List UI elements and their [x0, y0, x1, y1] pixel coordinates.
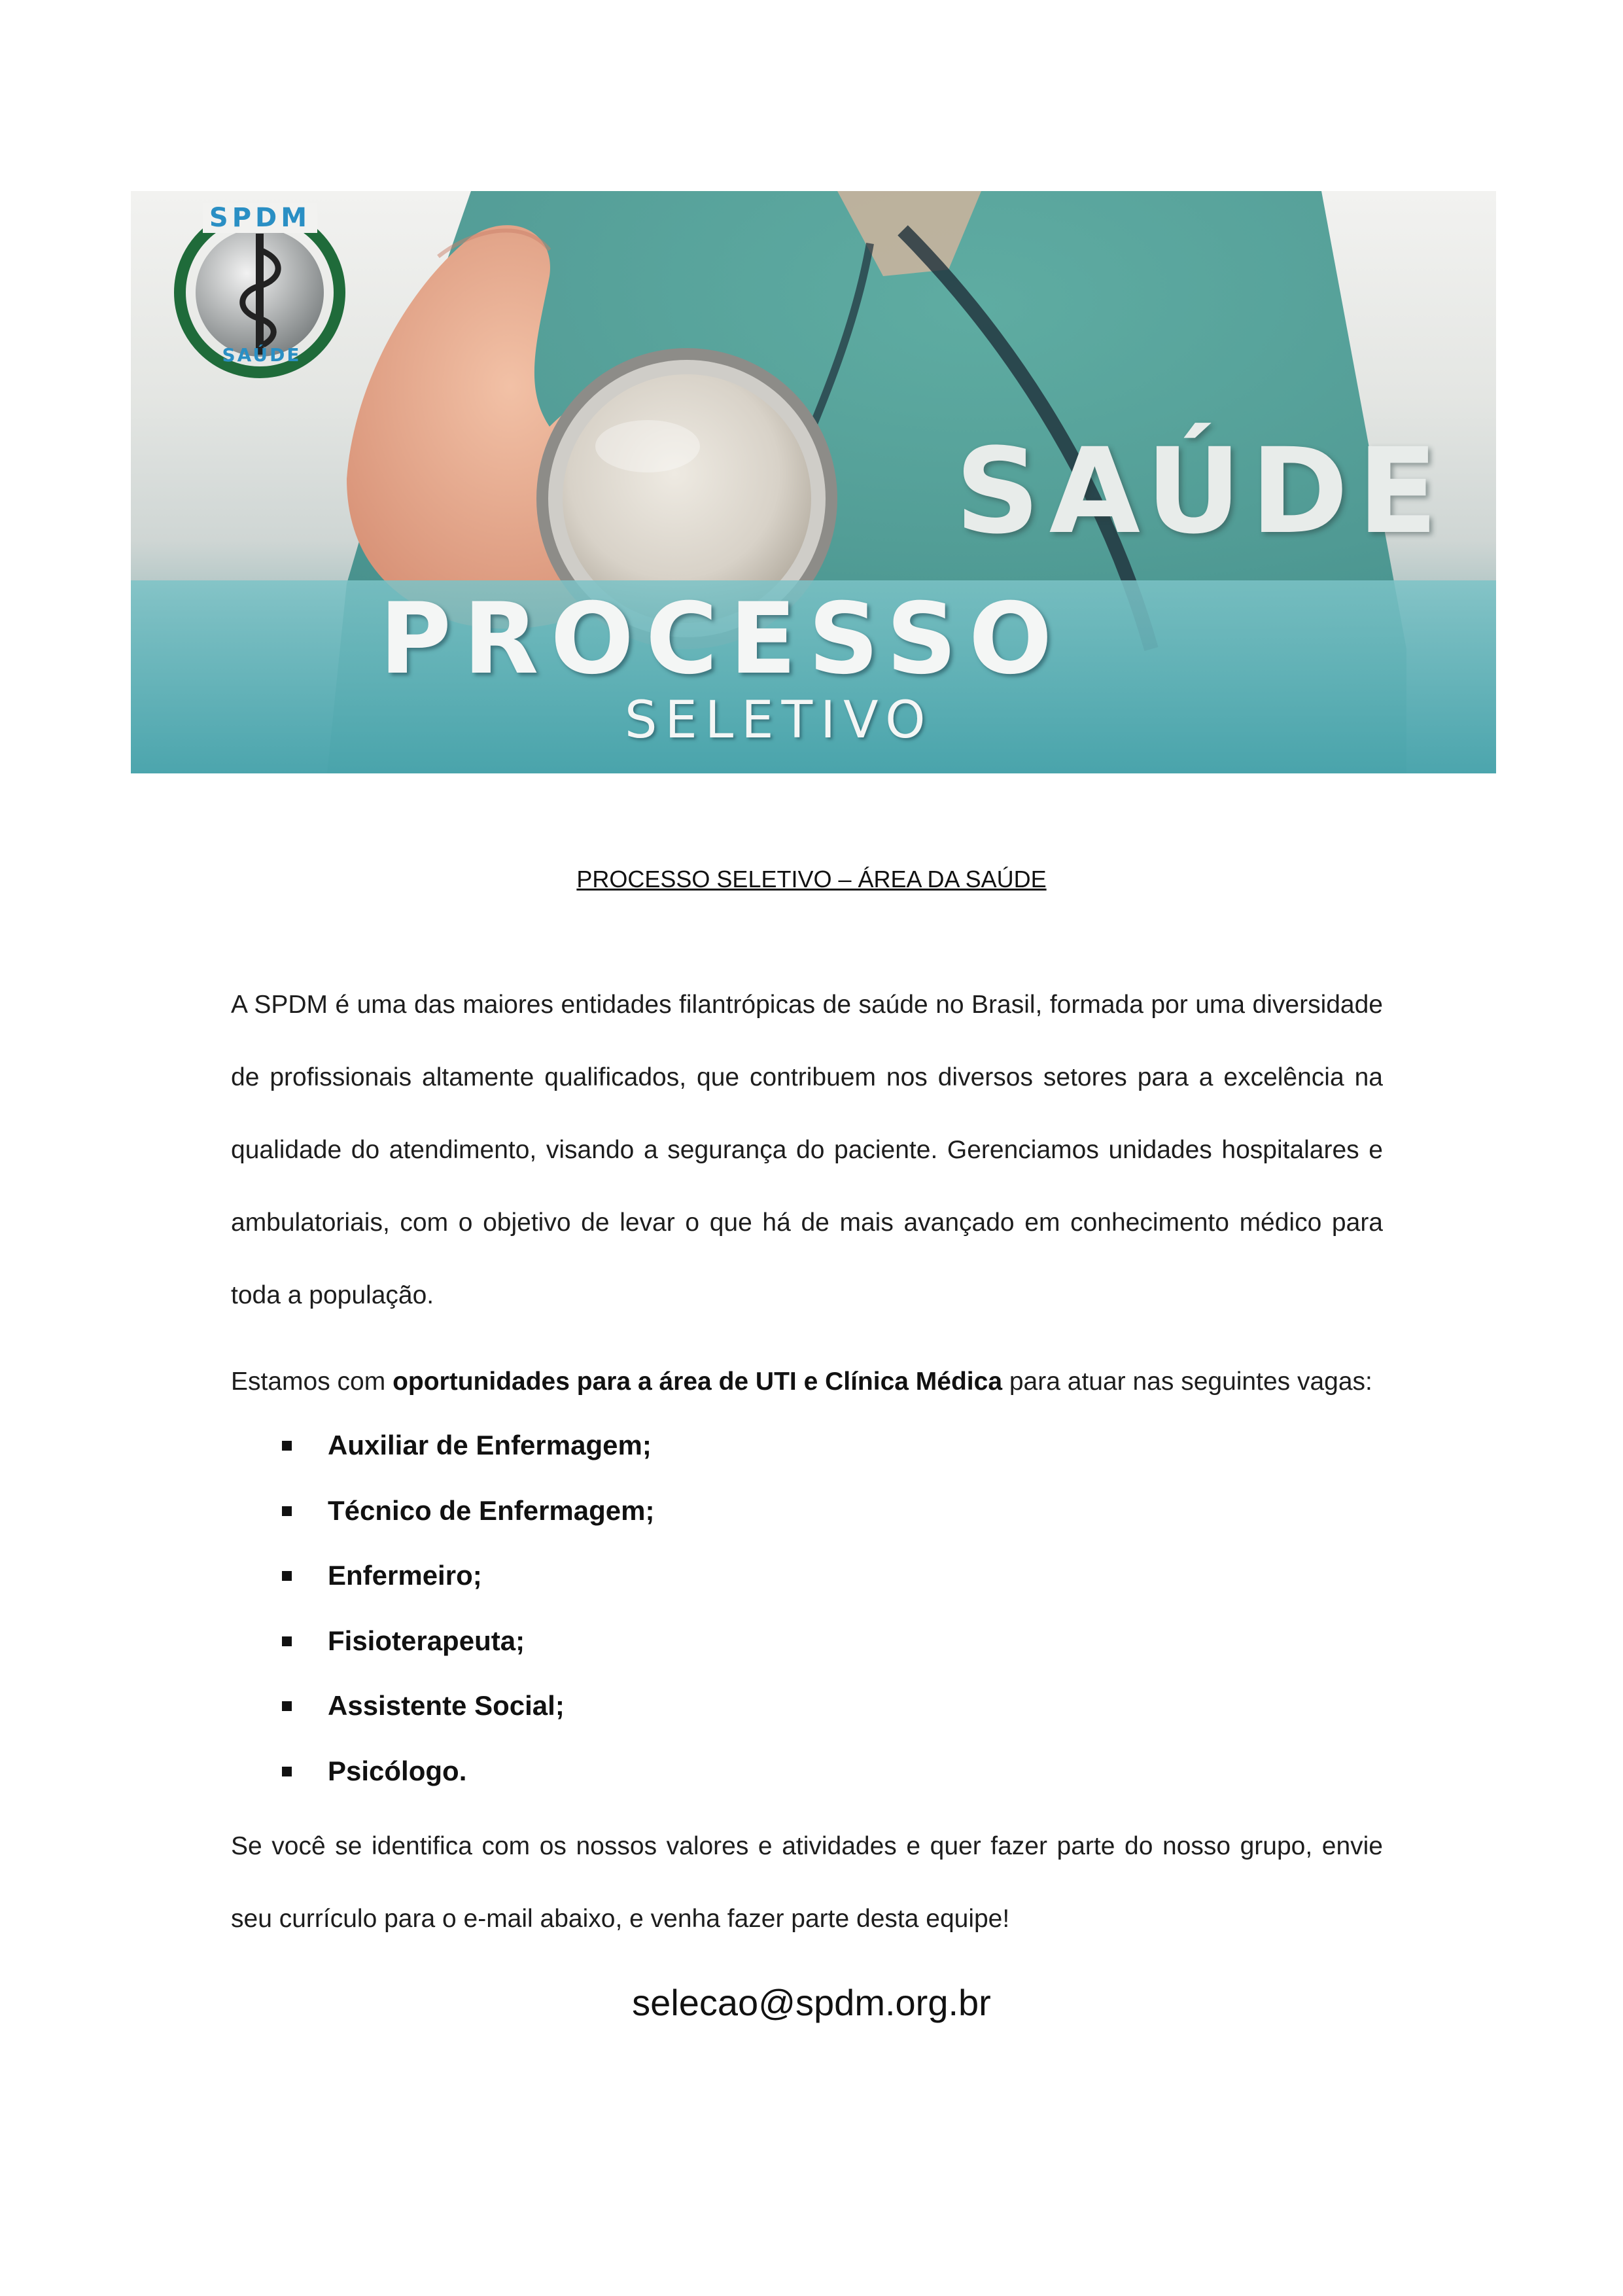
call-to-action-paragraph: Se você se identifica com os nossos valores e atividades e quer fazer parte do nosso grupo, envie seu currículo para o e-mail abaixo, e venha fazer parte desta equipe! [231, 1832, 1383, 1933]
banner-processo-text: PROCESSO [379, 582, 1064, 696]
banner-seletivo-text: SELETIVO [625, 691, 934, 750]
spdm-logo-top-text: SPDM [203, 203, 317, 233]
opportunities-suffix: para atuar nas seguintes vagas: [1002, 1368, 1372, 1396]
opportunities-prefix: Estamos com [231, 1368, 393, 1396]
vacancy-item [280, 1557, 654, 1622]
contact-email[interactable]: selecao@spdm.org.br [632, 1982, 991, 2023]
square-bullet-icon [282, 1441, 292, 1451]
banner-saude-text: SAÚDE [955, 423, 1447, 560]
square-bullet-icon [282, 1506, 292, 1516]
vacancy-label: Técnico de Enfermagem; [328, 1494, 655, 1526]
vacancy-item [280, 1752, 654, 1818]
banner-image [131, 191, 1496, 773]
intro-paragraph: A SPDM é uma das maiores entidades filantrópicas de saúde no Brasil, formada por uma diversidade de profissionais altamente qualificados, que contribuem nos diversos setores para a excelência na qualidade do atendimento, visando a segurança do paciente. Gerenciamos unidades hospitalares e ambulatoriais, com o objetivo de levar o que há de mais avançado em conhecimento médico para toda a população. [231, 991, 1383, 1309]
vacancy-item [280, 1622, 654, 1687]
square-bullet-icon [282, 1767, 292, 1776]
opportunities-line [231, 1362, 1383, 1402]
vacancy-item [280, 1426, 654, 1492]
vacancy-label: Psicólogo. [328, 1755, 467, 1786]
vacancy-label: Auxiliar de Enfermagem; [328, 1430, 652, 1460]
square-bullet-icon [282, 1571, 292, 1581]
spdm-logo-bottom-text: SAÚDE [222, 344, 302, 366]
page-title: PROCESSO SELETIVO – ÁREA DA SAÚDE [576, 866, 1047, 892]
vacancy-label: Fisioterapeuta; [328, 1625, 525, 1656]
vacancy-label: Enfermeiro; [328, 1560, 482, 1591]
square-bullet-icon [282, 1636, 292, 1646]
opportunities-highlight: oportunidades para a área de UTI e Clínica Médica [393, 1368, 1003, 1396]
square-bullet-icon [282, 1701, 292, 1711]
vacancy-list [280, 1426, 654, 1817]
vacancy-item [280, 1687, 654, 1752]
vacancy-label: Assistente Social; [328, 1690, 565, 1721]
vacancy-item [280, 1492, 654, 1557]
